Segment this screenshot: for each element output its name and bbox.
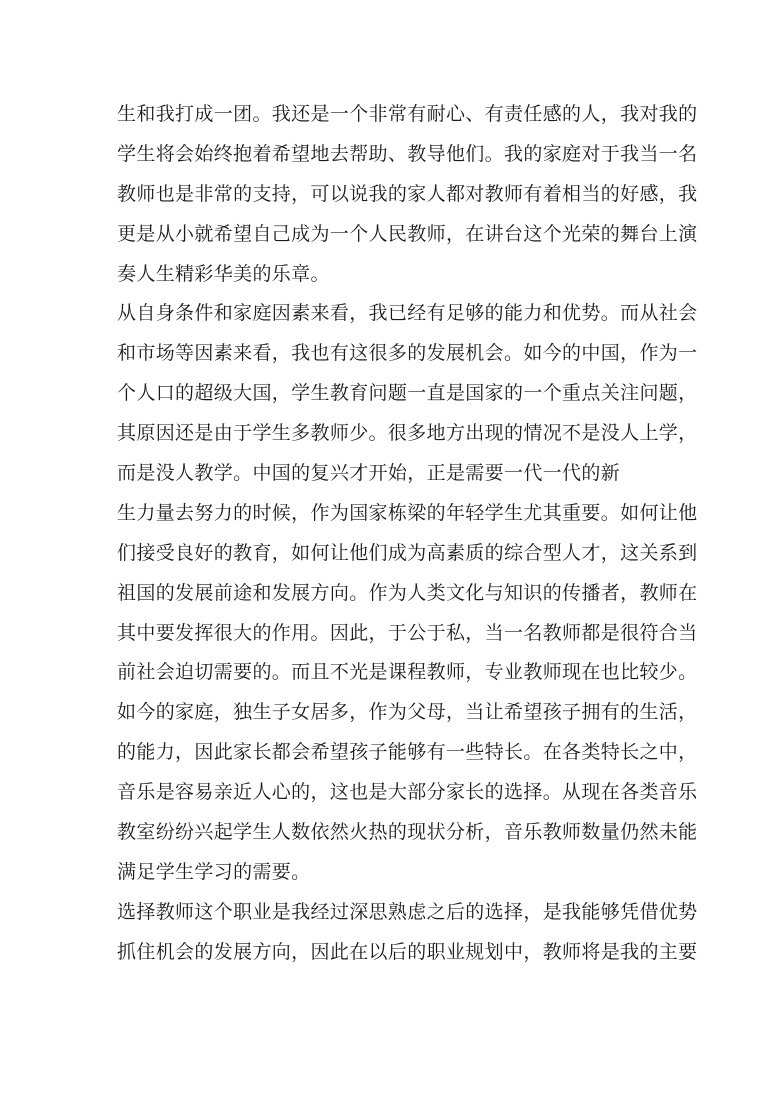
text-line: 教师也是非常的支持，可以说我的家人都对教师有着相当的好感，我 — [117, 182, 698, 205]
text-line: 其中要发挥很大的作用。因此，于公于私，当一名教师都是很符合当 — [117, 621, 698, 644]
text-line: 生力量去努力的时候，作为国家栋梁的年轻学生尤其重要。如何让他 — [117, 501, 698, 524]
text-line: 抓住机会的发展方向，因此在以后的职业规划中，教师将是我的主要 — [117, 940, 698, 963]
text-line: 而是没人教学。中国的复兴才开始，正是需要一代一代的新 — [117, 462, 621, 485]
text-line: 前社会迫切需要的。而且不光是课程教师，专业教师现在也比较少。 — [117, 661, 698, 684]
body-text — [117, 95, 698, 973]
text-line: 个人口的超级大国，学生教育问题一直是国家的一个重点关注问题， — [117, 382, 698, 405]
text-line: 们接受良好的教育，如何让他们成为高素质的综合型人才，这关系到 — [117, 541, 698, 564]
text-line: 如今的家庭，独生子女居多，作为父母，当让希望孩子拥有的生活， — [117, 701, 698, 724]
text-line: 从自身条件和家庭因素来看，我已经有足够的能力和优势。而从社会 — [117, 302, 698, 325]
text-line: 满足学生学习的需要。 — [117, 860, 311, 883]
text-line: 音乐是容易亲近人心的，这也是大部分家长的选择。从现在各类音乐 — [117, 781, 698, 804]
text-line: 奏人生精彩华美的乐章。 — [117, 262, 330, 285]
text-line: 的能力，因此家长都会希望孩子能够有一些特长。在各类特长之中， — [117, 741, 698, 764]
text-line: 学生将会始终抱着希望地去帮助、教导他们。我的家庭对于我当一名 — [117, 142, 698, 165]
text-line: 祖国的发展前途和发展方向。作为人类文化与知识的传播者，教师在 — [117, 581, 698, 604]
text-line: 其原因还是由于学生多教师少。很多地方出现的情况不是没人上学， — [117, 422, 698, 445]
text-line: 和市场等因素来看，我也有这很多的发展机会。如今的中国，作为一 — [117, 342, 698, 365]
text-line: 教室纷纷兴起学生人数依然火热的现状分析，音乐教师数量仍然未能 — [117, 821, 698, 844]
text-line: 更是从小就希望自己成为一个人民教师，在讲台这个光荣的舞台上演 — [117, 222, 698, 245]
text-line: 生和我打成一团。我还是一个非常有耐心、有责任感的人，我对我的 — [117, 103, 698, 125]
text-line: 选择教师这个职业是我经过深思熟虑之后的选择，是我能够凭借优势 — [117, 900, 698, 923]
